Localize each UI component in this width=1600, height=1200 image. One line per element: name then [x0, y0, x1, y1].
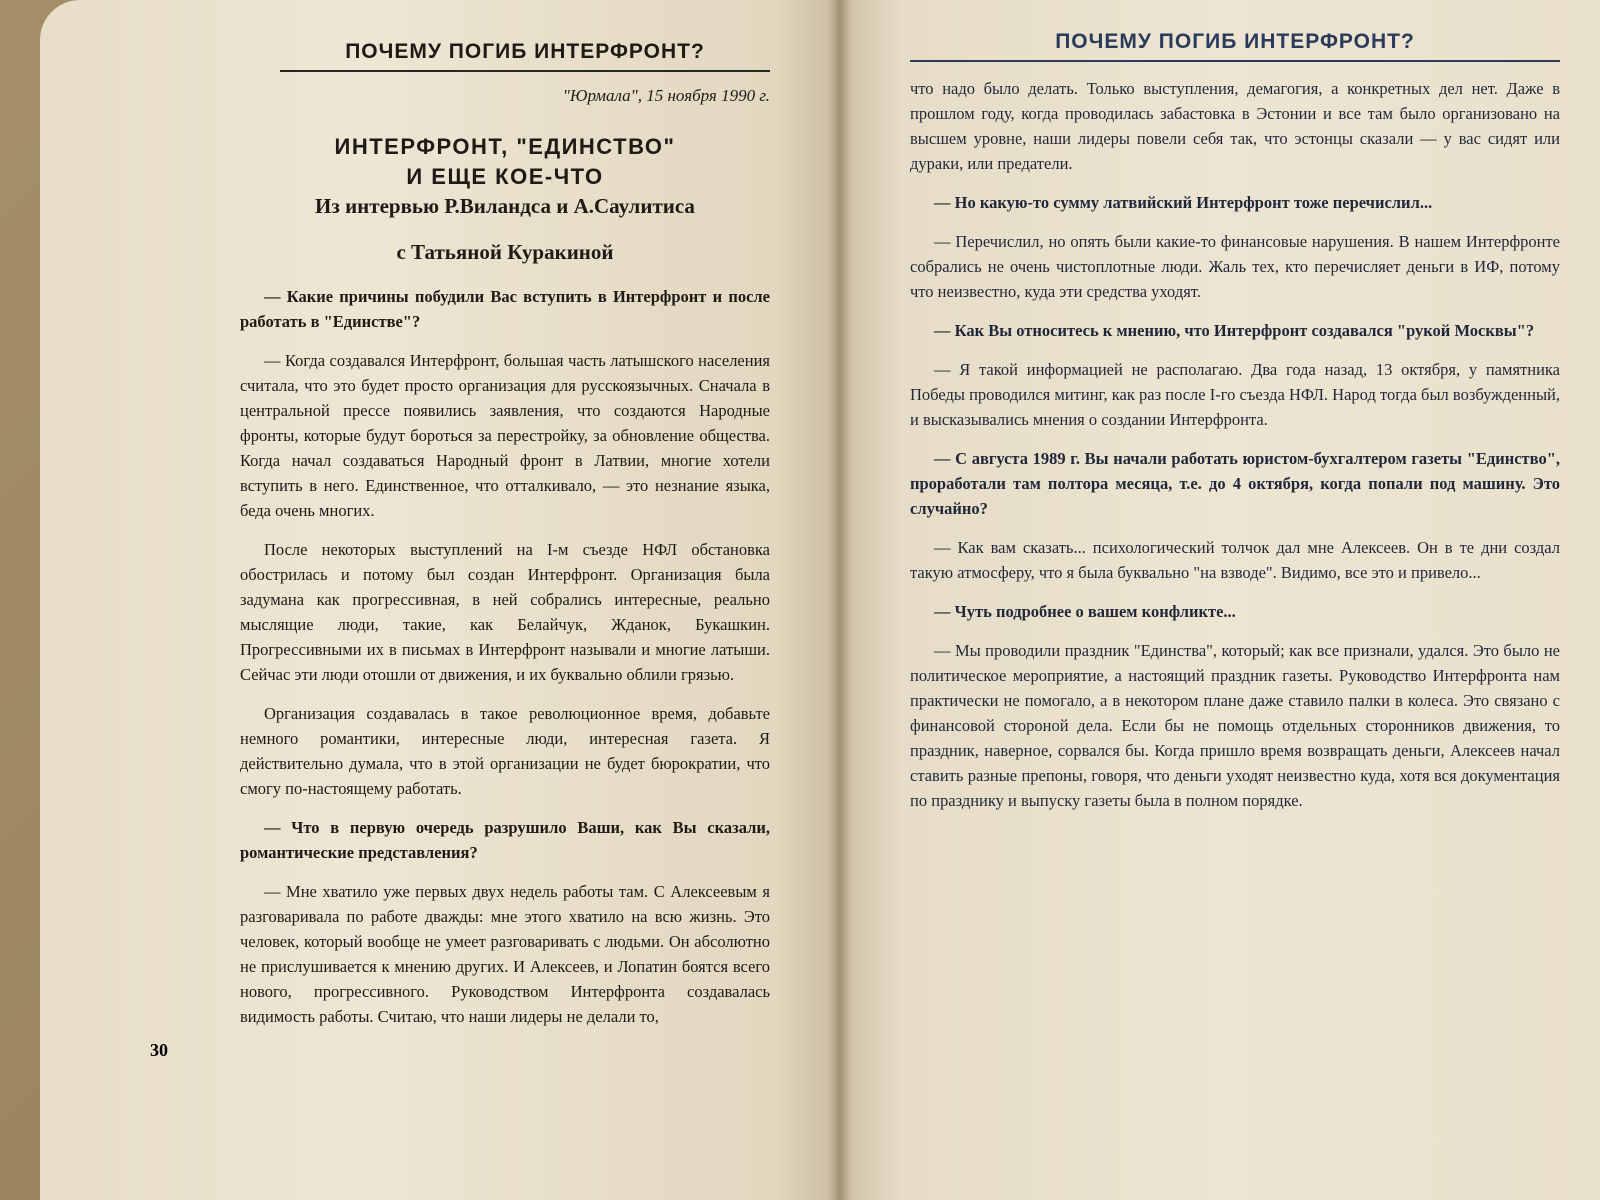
- page-number: 30: [150, 1040, 168, 1060]
- right-page: [840, 0, 1600, 1200]
- paragraph: Организация создавалась в такое революционное время, добавьте немного романтики, интересные люди, интересная газета. Я действительно думала, что в этой организации не будет бюрократии, что смогу по-настоящему работать.: [240, 704, 770, 798]
- paragraph-answer: — Когда создавался Интерфронт, большая часть латышского населения считала, что это будет просто организация для русскоязычных. Сначала в центральной прессе появились заявления, что создаются Народные фронты, которые будут бороться за перестройку, за обновление общества. Когда начал создаваться Народный фронт в Латвии, многие хотели вступить в него. Единственное, что отталкивало, — это незнание языка, беда очень многих.: [240, 351, 770, 520]
- paragraph-question: — Чуть подробнее о вашем конфликте...: [934, 602, 1236, 621]
- paragraph-question: — Но какую-то сумму латвийский Интерфронт тоже перечислил...: [934, 193, 1433, 212]
- paragraph-question: — Что в первую очередь разрушило Ваши, как Вы сказали, романтические представления?: [240, 818, 770, 862]
- running-head-right: ПОЧЕМУ ПОГИБ ИНТЕРФРОНТ?: [910, 30, 1560, 62]
- paragraph-question: — Как Вы относитесь к мнению, что Интерфронт создавался "рукой Москвы"?: [934, 321, 1535, 340]
- dateline: "Юрмала", 15 ноября 1990 г.: [562, 86, 770, 105]
- article-subtitle-line-1: Из интервью Р.Виландса и А.Саулитиса: [315, 194, 695, 218]
- book-spine-shadow: [828, 0, 852, 1200]
- running-head-left: ПОЧЕМУ ПОГИБ ИНТЕРФРОНТ?: [280, 40, 770, 72]
- paragraph-answer: — Как вам сказать... психологический толчок дал мне Алексеев. Он в те дни создал такую атмосферу, что я была буквально "на взводе". Видимо, все это и привело...: [910, 538, 1560, 582]
- article-title-line-1: ИНТЕРФРОНТ, "ЕДИНСТВО": [334, 134, 676, 159]
- paragraph-answer: — Мне хватило уже первых двух недель работы там. С Алексеевым я разговаривала по работе дважды: мне этого хватило на всю жизнь. Это человек, который вообще не умеет разговаривать с людьми. Он абсолютно не прислушивается к мнению других. И Алексеев, и Лопатин боятся всего нового, прогрессивного. Руководством Интерфронта создавалась видимость работы. Считаю, что наши лидеры не делали то,: [240, 882, 770, 1026]
- paragraph-answer: — Мы проводили праздник "Единства", который; как все признали, удался. Это было не политическое мероприятие, а настоящий праздник газеты. Руководство Интерфронта нам практически не помогало, а в некотором плане даже ставило палки в колеса. Это связано с финансовой стороной дела. Если бы не помощь отдельных сторонников движения, то праздник, наверное, сорвался бы. Когда пришло время возвращать деньги, Алексеев начал ставить разные препоны, говоря, что деньги уходят неизвестно куда, хотя вся документация по празднику и выпуску газеты была в полном порядке.: [910, 641, 1560, 810]
- paragraph-question: — Какие причины побудили Вас вступить в Интерфронт и после работать в "Единстве"?: [240, 287, 770, 331]
- article-title-line-2: И ЕЩЕ КОЕ-ЧТО: [406, 164, 604, 189]
- paragraph-answer: — Я такой информацией не располагаю. Два года назад, 13 октября, у памятника Победы проводился митинг, как раз после I-го съезда НФЛ. Народ тогда был возбужденный, и высказывались мнения о создании Интерфронта.: [910, 360, 1560, 429]
- article-subtitle-line-2: с Татьяной Куракиной: [396, 240, 614, 264]
- left-page: [40, 0, 840, 1200]
- paragraph-answer: — Перечислил, но опять были какие-то финансовые нарушения. В нашем Интерфронте собрались не очень чистоплотные люди. Жаль тех, кто перечисляет деньги в ИФ, потому что неизвестно, куда эти средства уходят.: [910, 232, 1560, 301]
- paragraph-continued: что надо было делать. Только выступления, демагогия, а конкретных дел нет. Даже в прошлом году, когда проводилась забастовка в Эстонии и все там было организовано на высшем уровне, наши лидеры повели себя так, что эстонцы сказали — у вас сидят или дураки, или предатели.: [910, 79, 1560, 173]
- paragraph-question: — С августа 1989 г. Вы начали работать юристом-бухгалтером газеты "Единство", проработали там полтора месяца, т.е. до 4 октября, когда попали под машину. Это случайно?: [910, 449, 1560, 518]
- paragraph: После некоторых выступлений на I-м съезде НФЛ обстановка обострилась и потому был создан Интерфронт. Организация была задумана как прогрессивная, в ней собрались интересные, реально мыслящие люди, такие, как Белайчук, Жданок, Букашкин. Прогрессивными их в письмах в Интерфронт называли и многие латыши. Сейчас эти люди отошли от движения, и их буквально облили грязью.: [240, 540, 770, 684]
